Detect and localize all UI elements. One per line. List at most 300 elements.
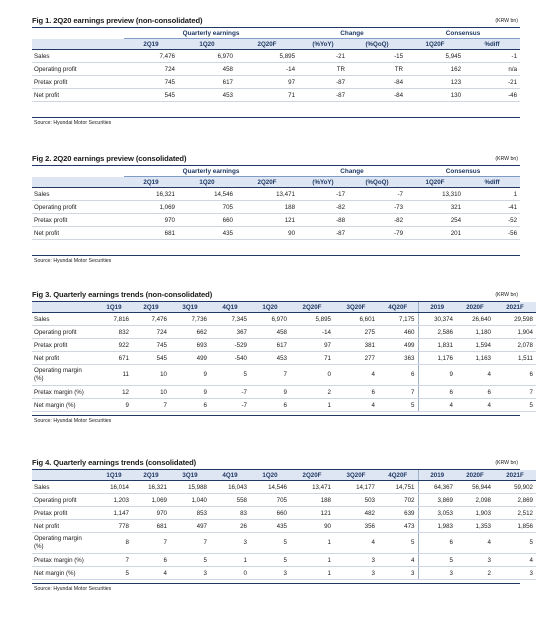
cell: 4	[334, 365, 378, 386]
cell: -17	[298, 188, 348, 201]
cell: 13,310	[406, 188, 464, 201]
cell: 1,069	[132, 494, 170, 507]
row-label: Operating profit	[32, 326, 96, 339]
cell: 1,147	[96, 507, 132, 520]
cell: 545	[132, 352, 170, 365]
fig1-col: (%QoQ)	[348, 39, 406, 50]
row-label: Net profit	[32, 352, 96, 365]
cell: 1	[290, 533, 334, 554]
fig3-col: 4Q20F	[378, 302, 418, 313]
fig2-group-change: Change	[298, 166, 406, 177]
cell: 778	[96, 520, 132, 533]
cell: 5	[378, 399, 418, 412]
cell: TR	[348, 63, 406, 76]
cell: 5	[494, 533, 536, 554]
row-label: Operating profit	[32, 494, 96, 507]
table-row	[32, 63, 520, 76]
table-row	[32, 507, 536, 520]
cell: 660	[178, 214, 236, 227]
cell: 16,014	[96, 481, 132, 494]
cell: -14	[236, 63, 298, 76]
cell: -52	[464, 214, 520, 227]
table-row	[32, 365, 536, 386]
cell: 16,043	[210, 481, 250, 494]
cell: 254	[406, 214, 464, 227]
cell: 435	[178, 227, 236, 240]
cell: -87	[298, 76, 348, 89]
fig2-col: (%QoQ)	[348, 177, 406, 188]
cell: 1	[290, 399, 334, 412]
cell: 693	[170, 339, 210, 352]
cell: 71	[236, 89, 298, 102]
cell: 681	[132, 520, 170, 533]
cell: -41	[464, 201, 520, 214]
cell: 3	[334, 567, 378, 580]
cell: 7,476	[132, 313, 170, 326]
fig4-header	[32, 458, 520, 470]
fig2-column-headers	[32, 177, 520, 188]
cell: 453	[250, 352, 290, 365]
cell: -87	[298, 89, 348, 102]
fig2-bottom-rule	[32, 255, 520, 256]
fig2-col: %diff	[464, 177, 520, 188]
cell: 7,736	[170, 313, 210, 326]
row-label: Sales	[32, 50, 124, 63]
fig4-col: 4Q19	[210, 470, 250, 481]
cell: 6,970	[250, 313, 290, 326]
cell: 545	[124, 89, 178, 102]
table-row	[32, 227, 520, 240]
fig4-column-headers	[32, 470, 536, 481]
cell: 5	[250, 554, 290, 567]
cell: 275	[334, 326, 378, 339]
cell: 13,471	[290, 481, 334, 494]
fig3-col: 2020F	[456, 302, 494, 313]
fig3-col: 2Q19	[132, 302, 170, 313]
table-row	[32, 201, 520, 214]
cell: 482	[334, 507, 378, 520]
cell: 29,598	[494, 313, 536, 326]
cell: 4	[456, 399, 494, 412]
cell: 4	[334, 533, 378, 554]
table-row	[32, 352, 536, 365]
cell: 0	[290, 365, 334, 386]
cell: 7	[96, 554, 132, 567]
cell: -15	[348, 50, 406, 63]
fig1-title: Fig 1. 2Q20 earnings preview (non-consolidated)	[32, 16, 203, 25]
cell: 367	[210, 326, 250, 339]
cell: 1,831	[418, 339, 456, 352]
fig2-table-block	[32, 154, 520, 264]
cell: 5	[96, 567, 132, 580]
fig4-col: 4Q20F	[378, 470, 418, 481]
cell: -7	[348, 188, 406, 201]
cell: -87	[298, 227, 348, 240]
cell: 9	[250, 386, 290, 399]
fig1-group-quarterly: Quarterly earnings	[124, 28, 298, 39]
cell: 6	[494, 365, 536, 386]
fig4-table-block	[32, 458, 533, 592]
cell: 7	[132, 533, 170, 554]
cell: 5	[378, 533, 418, 554]
cell: 381	[334, 339, 378, 352]
table-row	[32, 533, 536, 554]
cell: 458	[178, 63, 236, 76]
cell: 745	[124, 76, 178, 89]
row-label: Pretax profit	[32, 339, 96, 352]
cell: 201	[406, 227, 464, 240]
cell: 363	[378, 352, 418, 365]
cell: 853	[170, 507, 210, 520]
cell: 2,098	[456, 494, 494, 507]
fig3-column-headers	[32, 302, 536, 313]
cell: 702	[378, 494, 418, 507]
cell: 12	[96, 386, 132, 399]
cell: 10	[132, 365, 170, 386]
cell: 460	[378, 326, 418, 339]
cell: 5	[210, 365, 250, 386]
cell: 1	[464, 188, 520, 201]
fig3-header	[32, 290, 520, 302]
cell: 9	[170, 365, 210, 386]
table-row	[32, 481, 536, 494]
table-row	[32, 339, 536, 352]
cell: 7,476	[124, 50, 178, 63]
cell: 1,040	[170, 494, 210, 507]
cell: 188	[290, 494, 334, 507]
cell: -21	[298, 50, 348, 63]
cell: 503	[334, 494, 378, 507]
cell: 5,895	[290, 313, 334, 326]
cell: 14,546	[178, 188, 236, 201]
fig1-source: Source: Hyundai Motor Securities	[34, 120, 112, 126]
cell: 90	[290, 520, 334, 533]
row-label: Pretax margin (%)	[32, 386, 96, 399]
cell: 6	[456, 386, 494, 399]
fig4-col: 2021F	[494, 470, 536, 481]
cell: 6	[250, 399, 290, 412]
fig3-title: Fig 3. Quarterly earnings trends (non-consolidated)	[32, 290, 213, 299]
fig4-col: 2019	[418, 470, 456, 481]
cell: 16,321	[124, 188, 178, 201]
fig1-col: 2Q19	[124, 39, 178, 50]
cell: 499	[378, 339, 418, 352]
cell: 4	[334, 399, 378, 412]
row-label: Pretax profit	[32, 76, 124, 89]
cell: 617	[250, 339, 290, 352]
cell: 5	[250, 533, 290, 554]
cell: 1,511	[494, 352, 536, 365]
fig3-col: 3Q20F	[334, 302, 378, 313]
cell: 3	[210, 533, 250, 554]
fig1-col: %diff	[464, 39, 520, 50]
fig3-col: 1Q19	[96, 302, 132, 313]
cell: -1	[464, 50, 520, 63]
cell: 1,203	[96, 494, 132, 507]
cell: 14,546	[250, 481, 290, 494]
row-label: Operating profit	[32, 201, 124, 214]
fig4-col: 3Q20F	[334, 470, 378, 481]
cell: 7	[170, 533, 210, 554]
fig1-bottom-rule	[32, 117, 520, 118]
cell: -84	[348, 76, 406, 89]
cell: 9	[96, 399, 132, 412]
cell: -7	[210, 399, 250, 412]
cell: 5,895	[236, 50, 298, 63]
cell: 59,902	[494, 481, 536, 494]
fig4-bottom-rule	[32, 583, 520, 584]
cell: 5	[494, 399, 536, 412]
cell: 123	[406, 76, 464, 89]
fig3-col: 3Q19	[170, 302, 210, 313]
cell: 745	[132, 339, 170, 352]
cell: 277	[334, 352, 378, 365]
cell: 724	[124, 63, 178, 76]
fig4-col: 3Q19	[170, 470, 210, 481]
fig2-table	[32, 166, 520, 240]
cell: 2,869	[494, 494, 536, 507]
cell: 2,078	[494, 339, 536, 352]
cell: 705	[178, 201, 236, 214]
cell: 6	[334, 386, 378, 399]
cell: 639	[378, 507, 418, 520]
fig2-col: 2Q20F	[236, 177, 298, 188]
cell: -79	[348, 227, 406, 240]
cell: 130	[406, 89, 464, 102]
cell: 7,816	[96, 313, 132, 326]
table-row	[32, 50, 520, 63]
cell: TR	[298, 63, 348, 76]
row-label: Net profit	[32, 89, 124, 102]
row-label: Net margin (%)	[32, 567, 96, 580]
fig3-col: 2021F	[494, 302, 536, 313]
cell: 90	[236, 227, 298, 240]
row-label: Sales	[32, 481, 96, 494]
cell: 4	[378, 554, 418, 567]
cell: 970	[124, 214, 178, 227]
fig2-title: Fig 2. 2Q20 earnings preview (consolidated)	[32, 154, 187, 163]
cell: 497	[170, 520, 210, 533]
row-label: Net profit	[32, 520, 96, 533]
cell: 3	[494, 567, 536, 580]
cell: 7	[250, 365, 290, 386]
cell: 4	[456, 365, 494, 386]
fig4-col: 2Q19	[132, 470, 170, 481]
fig2-group-quarterly: Quarterly earnings	[124, 166, 298, 177]
cell: 671	[96, 352, 132, 365]
cell: 681	[124, 227, 178, 240]
cell: 11	[96, 365, 132, 386]
fig2-col: 1Q20	[178, 177, 236, 188]
row-label: Operating profit	[32, 63, 124, 76]
fig3-table-block	[32, 290, 533, 424]
cell: 3	[334, 554, 378, 567]
fig1-group-consensus: Consensus	[406, 28, 520, 39]
fig4-source: Source: Hyundai Motor Securities	[34, 586, 112, 592]
cell: 64,367	[418, 481, 456, 494]
cell: 8	[96, 533, 132, 554]
row-label: Pretax profit	[32, 214, 124, 227]
cell: 832	[96, 326, 132, 339]
cell: 13,471	[236, 188, 298, 201]
row-label: Net profit	[32, 227, 124, 240]
cell: 7,175	[378, 313, 418, 326]
fig1-table	[32, 28, 520, 102]
table-row	[32, 313, 536, 326]
cell: 3,053	[418, 507, 456, 520]
cell: 4	[456, 533, 494, 554]
fig2-header	[32, 154, 520, 166]
cell: 16,321	[132, 481, 170, 494]
table-row	[32, 188, 520, 201]
cell: 970	[132, 507, 170, 520]
cell: 1,594	[456, 339, 494, 352]
cell: 7	[494, 386, 536, 399]
fig1-column-headers	[32, 39, 520, 50]
table-row	[32, 326, 536, 339]
cell: 121	[236, 214, 298, 227]
cell: n/a	[464, 63, 520, 76]
cell: 2	[290, 386, 334, 399]
table-row	[32, 89, 520, 102]
cell: 3	[250, 567, 290, 580]
fig4-title: Fig 4. Quarterly earnings trends (consolidated)	[32, 458, 197, 467]
cell: 9	[170, 386, 210, 399]
cell: 2	[456, 567, 494, 580]
cell: 26	[210, 520, 250, 533]
cell: 5	[170, 554, 210, 567]
cell: -540	[210, 352, 250, 365]
cell: 473	[378, 520, 418, 533]
cell: 724	[132, 326, 170, 339]
cell: 1,903	[456, 507, 494, 520]
cell: -46	[464, 89, 520, 102]
cell: 14,751	[378, 481, 418, 494]
cell: 4	[418, 399, 456, 412]
fig3-table	[32, 302, 536, 412]
cell: -82	[298, 201, 348, 214]
fig4-col: 1Q20	[250, 470, 290, 481]
cell: 1,180	[456, 326, 494, 339]
cell: 56,944	[456, 481, 494, 494]
cell: 9	[418, 365, 456, 386]
fig2-group-consensus: Consensus	[406, 166, 520, 177]
cell: 4	[132, 567, 170, 580]
cell: -14	[290, 326, 334, 339]
table-row	[32, 567, 536, 580]
cell: 6	[378, 365, 418, 386]
cell: 2,586	[418, 326, 456, 339]
fig1-col: 1Q20F	[406, 39, 464, 50]
fig2-col: 2Q19	[124, 177, 178, 188]
table-row	[32, 494, 536, 507]
cell: 6	[418, 386, 456, 399]
cell: 1	[210, 554, 250, 567]
fig1-header	[32, 16, 520, 28]
cell: -84	[348, 89, 406, 102]
cell: 617	[178, 76, 236, 89]
cell: 15,988	[170, 481, 210, 494]
cell: 3	[378, 567, 418, 580]
cell: 30,374	[418, 313, 456, 326]
cell: 7	[378, 386, 418, 399]
cell: 188	[236, 201, 298, 214]
cell: 662	[170, 326, 210, 339]
cell: 321	[406, 201, 464, 214]
cell: -7	[210, 386, 250, 399]
cell: -82	[348, 214, 406, 227]
fig3-unit: (KRW bn)	[495, 292, 518, 298]
fig4-col: 1Q19	[96, 470, 132, 481]
cell: 5	[418, 554, 456, 567]
cell: 4	[494, 554, 536, 567]
fig3-bottom-rule	[32, 415, 520, 416]
fig3-source: Source: Hyundai Motor Securities	[34, 418, 112, 424]
row-label: Sales	[32, 188, 124, 201]
cell: 1,856	[494, 520, 536, 533]
fig2-col: (%YoY)	[298, 177, 348, 188]
cell: -73	[348, 201, 406, 214]
cell: -21	[464, 76, 520, 89]
cell: 5,945	[406, 50, 464, 63]
cell: 1	[290, 554, 334, 567]
cell: 14,177	[334, 481, 378, 494]
cell: 922	[96, 339, 132, 352]
cell: -88	[298, 214, 348, 227]
cell: 162	[406, 63, 464, 76]
cell: 2,512	[494, 507, 536, 520]
fig2-col: 1Q20F	[406, 177, 464, 188]
row-label: Sales	[32, 313, 96, 326]
fig3-col: 2Q20F	[290, 302, 334, 313]
cell: 356	[334, 520, 378, 533]
cell: 1,163	[456, 352, 494, 365]
cell: 26,640	[456, 313, 494, 326]
cell: 7	[132, 399, 170, 412]
cell: 435	[250, 520, 290, 533]
cell: 10	[132, 386, 170, 399]
cell: 7,345	[210, 313, 250, 326]
fig3-col: 1Q20	[250, 302, 290, 313]
cell: 558	[210, 494, 250, 507]
cell: 6,970	[178, 50, 236, 63]
cell: 1,353	[456, 520, 494, 533]
cell: -56	[464, 227, 520, 240]
cell: 3	[170, 567, 210, 580]
table-row	[32, 214, 520, 227]
cell: 97	[290, 339, 334, 352]
table-row	[32, 76, 520, 89]
fig4-table	[32, 470, 536, 580]
row-label: Operating margin (%)	[32, 533, 96, 554]
cell: 6	[132, 554, 170, 567]
cell: 705	[250, 494, 290, 507]
fig1-col: 1Q20	[178, 39, 236, 50]
cell: 3,869	[418, 494, 456, 507]
cell: 97	[236, 76, 298, 89]
cell: -529	[210, 339, 250, 352]
cell: 1,069	[124, 201, 178, 214]
cell: 6,601	[334, 313, 378, 326]
fig4-unit: (KRW bn)	[495, 460, 518, 466]
cell: 1,983	[418, 520, 456, 533]
cell: 83	[210, 507, 250, 520]
fig1-unit: (KRW bn)	[495, 18, 518, 24]
fig4-col: 2Q20F	[290, 470, 334, 481]
cell: 1	[290, 567, 334, 580]
fig1-col: (%YoY)	[298, 39, 348, 50]
fig2-unit: (KRW bn)	[495, 156, 518, 162]
